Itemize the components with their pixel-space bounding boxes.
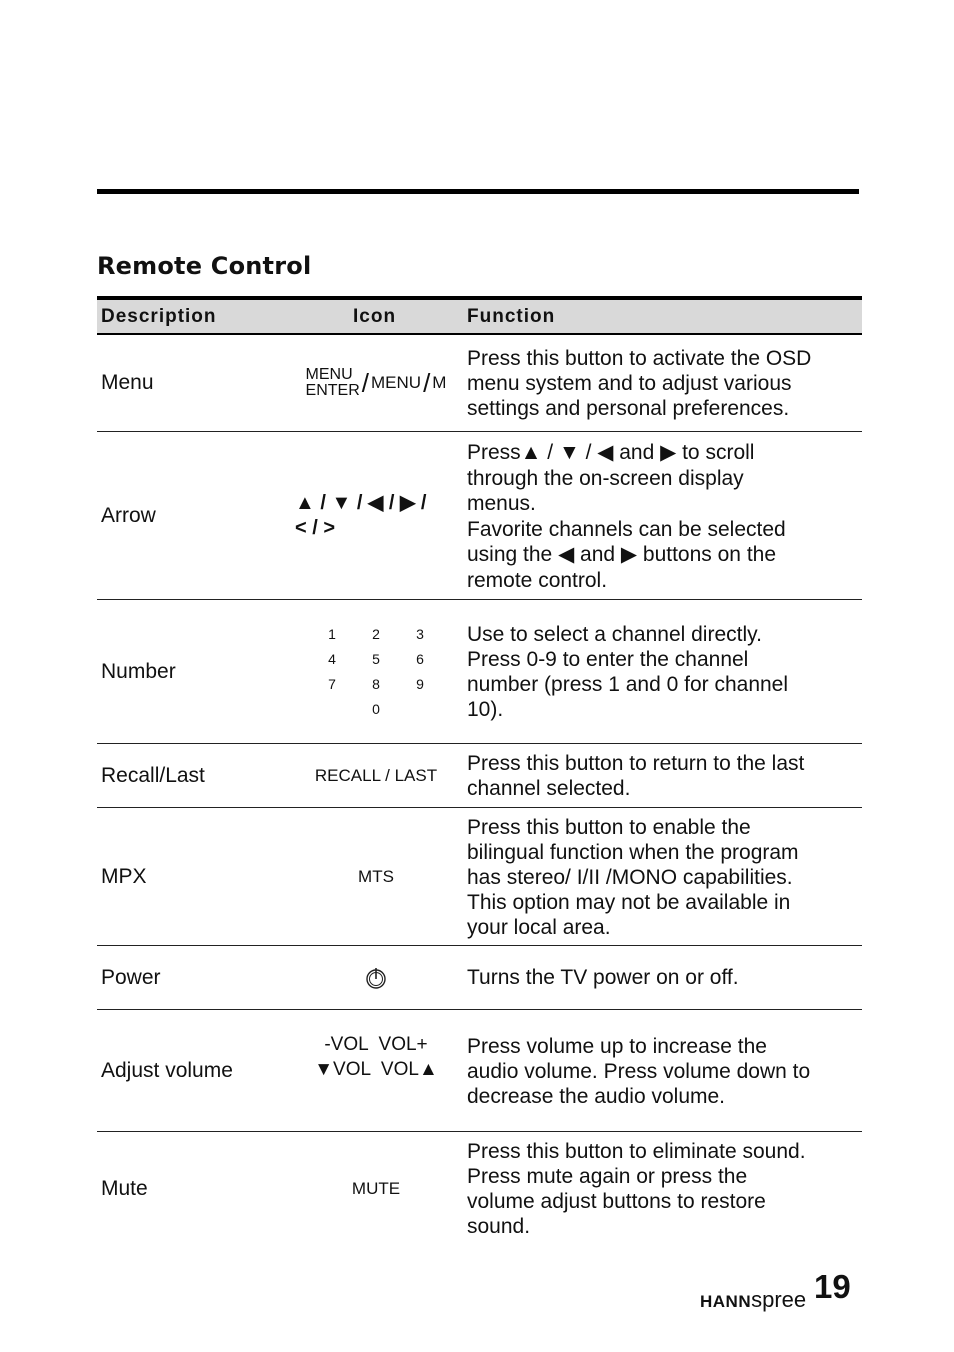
table-header bbox=[97, 296, 862, 335]
row-description: Adjust volume bbox=[101, 1058, 233, 1082]
row-description: MPX bbox=[101, 864, 147, 888]
number-keypad-icon bbox=[287, 600, 465, 743]
m-label: M bbox=[432, 373, 447, 392]
angle-brackets-icon: < / > bbox=[295, 516, 336, 539]
digit-1: 1 bbox=[328, 626, 336, 642]
function-line: Favorite channels can be selected bbox=[467, 517, 786, 541]
function-line: settings and personal preferences. bbox=[467, 397, 790, 420]
table-row bbox=[97, 946, 862, 1010]
row-description: Arrow bbox=[101, 503, 156, 527]
function-line: Press this button to activate the OSD bbox=[467, 347, 812, 370]
power-icon bbox=[287, 946, 465, 1009]
brand-logo: HANNspree bbox=[700, 1287, 807, 1312]
table-row bbox=[97, 432, 862, 600]
function-line: your local area. bbox=[467, 916, 611, 939]
recall-last-icon: RECALL / LAST bbox=[314, 765, 438, 785]
function-line: number (press 1 and 0 for channel bbox=[467, 673, 789, 696]
digit-5: 5 bbox=[372, 651, 380, 667]
row-function bbox=[467, 965, 862, 990]
row-function bbox=[467, 815, 862, 940]
row-description: Power bbox=[101, 965, 161, 989]
row-description: Menu bbox=[101, 371, 154, 394]
row-function bbox=[467, 1139, 862, 1239]
digit-4: 4 bbox=[328, 651, 336, 667]
digit-3: 3 bbox=[416, 626, 424, 642]
function-line: through the on-screen display bbox=[467, 466, 744, 490]
digit-6: 6 bbox=[416, 651, 424, 667]
section-title: Remote Control bbox=[97, 252, 312, 280]
volume-icons bbox=[287, 1010, 465, 1131]
function-line: Press this button to eliminate sound. bbox=[467, 1140, 806, 1163]
function-line: Press 0-9 to enter the channel bbox=[467, 648, 749, 671]
digit-8: 8 bbox=[372, 676, 380, 692]
function-line: Use to select a channel directly. bbox=[467, 623, 762, 646]
menu-label: MENU bbox=[305, 366, 353, 383]
function-line: Press this button to return to the last bbox=[467, 752, 805, 775]
table-row bbox=[97, 1010, 862, 1132]
top-rule bbox=[97, 189, 859, 194]
function-line: This option may not be available in bbox=[467, 891, 791, 914]
function-line: menu system and to adjust various bbox=[467, 372, 792, 395]
table-row bbox=[97, 335, 862, 432]
function-line: Press volume up to increase the bbox=[467, 1035, 767, 1058]
volume-label-icon: -VOL VOL+ bbox=[324, 1034, 428, 1055]
function-line: decrease the audio volume. bbox=[467, 1085, 725, 1108]
row-description: Number bbox=[101, 659, 176, 683]
row-description: Recall/Last bbox=[101, 763, 205, 787]
table-row bbox=[97, 1132, 862, 1246]
function-line: has stereo/ I/II /MONO capabilities. bbox=[467, 866, 793, 889]
function-line: Press mute again or press the bbox=[467, 1165, 748, 1188]
separator: / bbox=[423, 367, 431, 398]
menu-label-2: MENU bbox=[371, 373, 422, 392]
row-function bbox=[467, 440, 862, 593]
table-row bbox=[97, 600, 862, 744]
function-line: sound. bbox=[467, 1215, 531, 1238]
header-icon: Icon bbox=[353, 306, 397, 327]
row-description: Mute bbox=[101, 1177, 148, 1200]
digit-0: 0 bbox=[372, 701, 380, 717]
function-line: using the ◀ and ▶ buttons on the bbox=[467, 543, 777, 566]
function-line: remote control. bbox=[467, 568, 608, 592]
function-line: volume adjust buttons to restore bbox=[467, 1190, 766, 1213]
function-line: audio volume. Press volume down to bbox=[467, 1060, 811, 1083]
row-function bbox=[467, 1034, 862, 1109]
digit-7: 7 bbox=[328, 676, 336, 692]
function-line: Turns the TV power on or off. bbox=[467, 966, 739, 989]
arrow-icons bbox=[295, 432, 473, 599]
function-line: Press▲ / ▼ / ◀ and ▶ to scroll bbox=[467, 441, 755, 464]
function-line: bilingual function when the program bbox=[467, 841, 799, 864]
separator: / bbox=[361, 367, 369, 398]
function-line: 10). bbox=[467, 698, 504, 721]
mts-icon: MTS bbox=[358, 866, 394, 886]
row-function bbox=[467, 346, 862, 421]
row-function bbox=[467, 751, 862, 801]
row-function bbox=[467, 622, 862, 722]
volume-arrow-icon: ▼VOL VOL▲ bbox=[314, 1059, 438, 1080]
menu-icon bbox=[287, 335, 465, 431]
digit-9: 9 bbox=[416, 676, 424, 692]
function-line: channel selected. bbox=[467, 777, 631, 800]
function-line: menus. bbox=[467, 492, 536, 515]
header-function: Function bbox=[467, 306, 556, 327]
header-description: Description bbox=[101, 306, 217, 327]
arrow-keys-icon: ▲ / ▼ / ◀ / ▶ / bbox=[295, 491, 427, 514]
page-number: 19 bbox=[814, 1268, 851, 1305]
table-row bbox=[97, 744, 862, 808]
enter-label: ENTER bbox=[305, 382, 360, 399]
mute-icon: MUTE bbox=[351, 1179, 401, 1198]
function-line: Press this button to enable the bbox=[467, 816, 751, 839]
digit-2: 2 bbox=[372, 626, 380, 642]
table-row bbox=[97, 808, 862, 946]
remote-control-table bbox=[97, 296, 862, 1246]
